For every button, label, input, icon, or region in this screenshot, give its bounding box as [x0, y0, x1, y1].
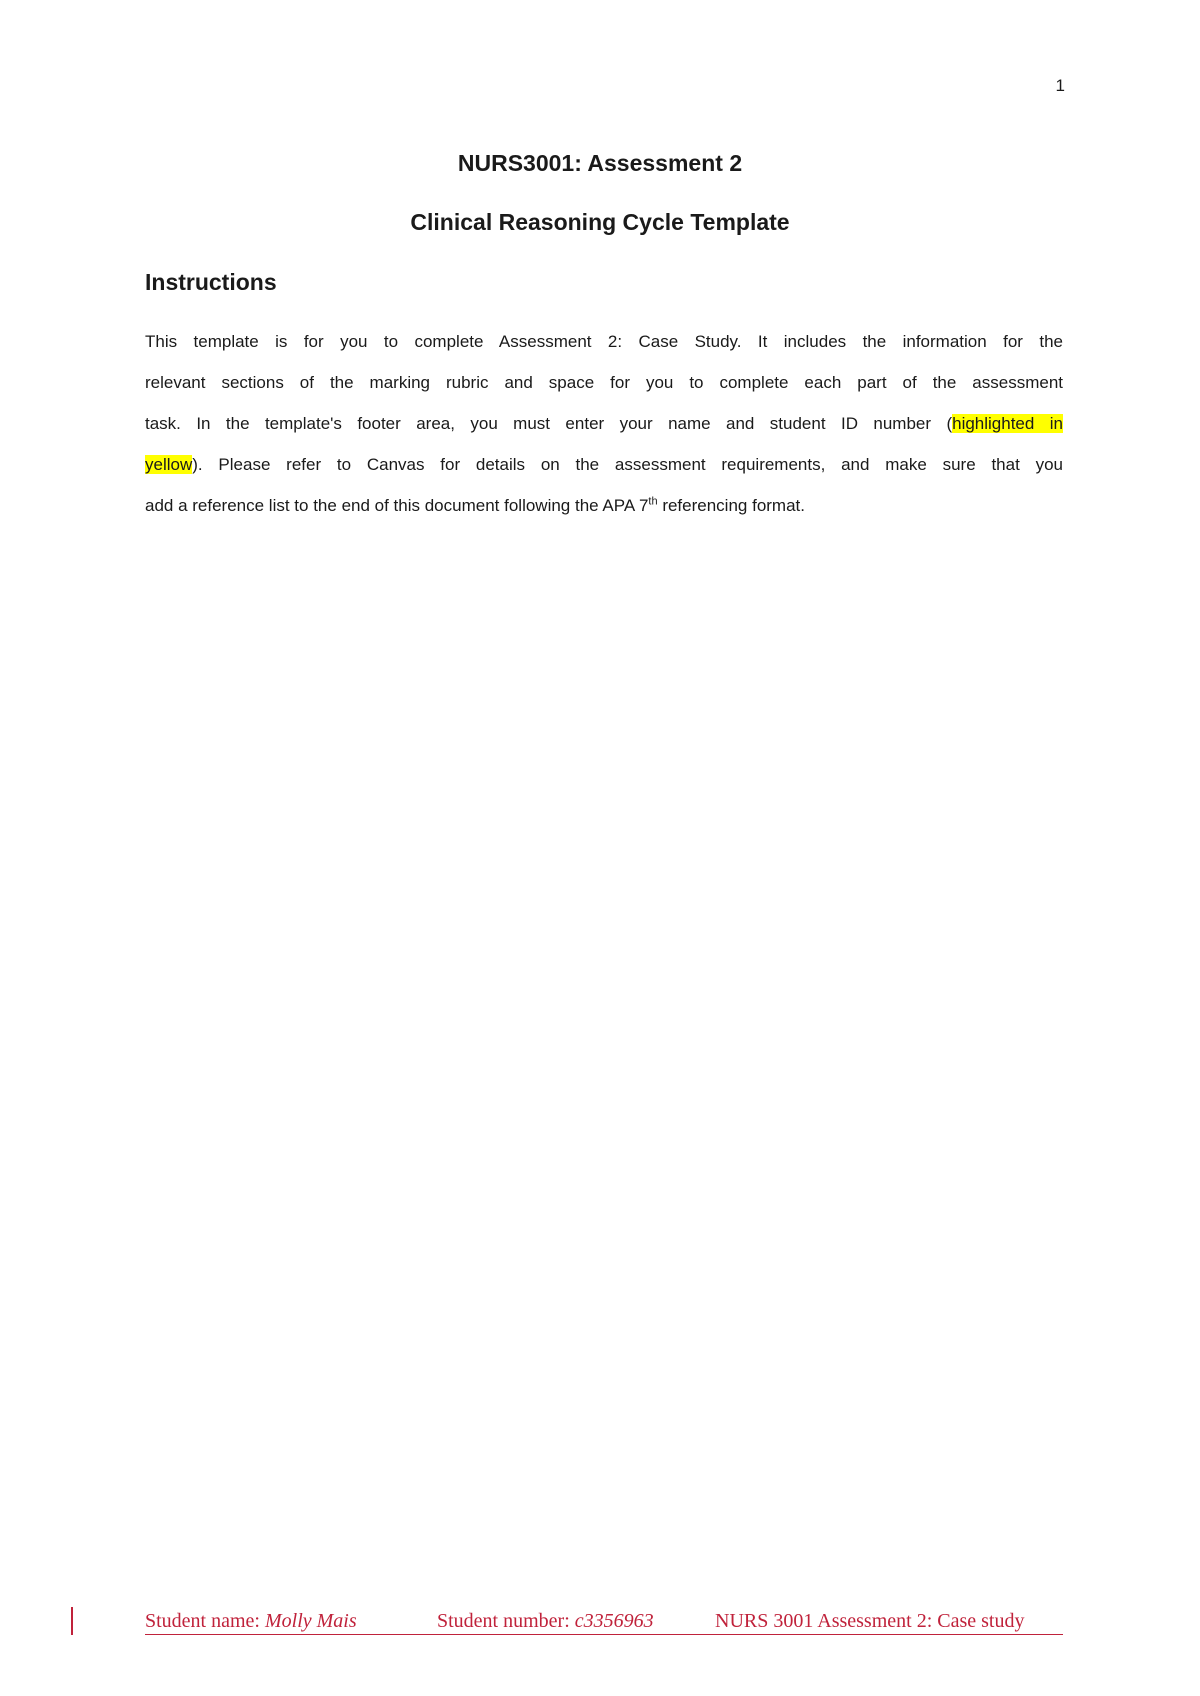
change-bar — [71, 1607, 73, 1635]
footer-course-text: NURS 3001 Assessment 2: Case study — [715, 1610, 1025, 1632]
page-number: 1 — [1055, 76, 1065, 95]
document-title: NURS3001: Assessment 2 — [457, 150, 743, 176]
instructions-line-2: relevant sections of the marking rubric and space for you to complete each part of the assessment — [145, 373, 1063, 392]
footer-student-name — [145, 1610, 437, 1633]
instructions-line-3 — [145, 403, 1063, 444]
highlighted-text-1: highlighted in — [952, 414, 1063, 433]
instructions-line-5 — [145, 485, 1063, 526]
instructions-line-5-text: add a reference list to the end of this document following the APA 7 — [145, 496, 649, 515]
instructions-heading: Instructions — [145, 269, 277, 295]
footer-name-label: Student name: — [145, 1610, 265, 1632]
superscript-th: th — [648, 495, 658, 508]
instructions-line-1: This template is for you to complete Assessment 2: Case Study. It includes the information for the — [145, 332, 1063, 351]
highlighted-text-2: yellow — [145, 455, 193, 474]
footer-student-number — [437, 1610, 715, 1633]
footer-name-value[interactable]: Molly Mais — [264, 1610, 357, 1632]
instructions-line-4 — [145, 444, 1063, 485]
footer-number-value[interactable]: c3356963 — [574, 1610, 654, 1632]
document-subtitle: Clinical Reasoning Cycle Template — [410, 209, 790, 235]
page-footer — [145, 1610, 1063, 1635]
instructions-paragraph — [145, 321, 1063, 526]
footer-number-label: Student number: — [437, 1610, 575, 1632]
instructions-line-3-text: task. In the template's footer area, you must enter your name and student ID number ( — [145, 414, 953, 433]
instructions-line-4-text: ). Please refer to Canvas for details on the assessment requirements, and make sure that you — [192, 455, 1063, 474]
instructions-line-5-end: referencing format. — [657, 496, 805, 515]
